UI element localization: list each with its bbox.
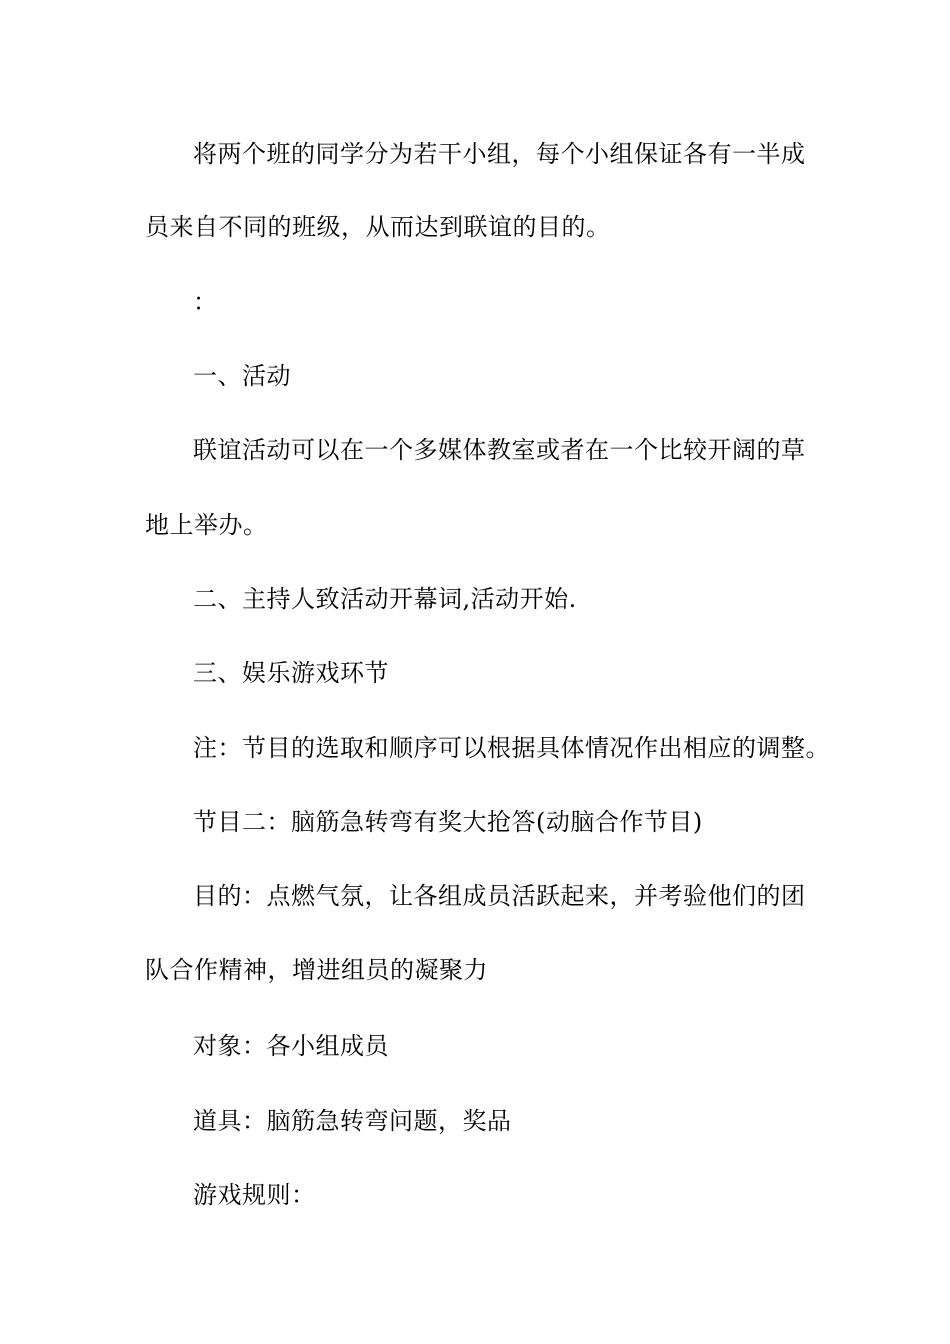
- colon-line: ：: [193, 288, 218, 316]
- section-heading-games: 三、娱乐游戏环节: [193, 659, 389, 687]
- program-title: 节目二：脑筋急转弯有奖大抢答(动脑合作节目): [193, 808, 703, 836]
- purpose-line-1: 目的：点燃气氛，让各组成员活跃起来，并考验他们的团: [193, 882, 806, 910]
- section-heading-activity: 一、活动: [193, 362, 291, 390]
- paragraph-venue-line-2: 地上举办。: [145, 511, 268, 539]
- props-line: 道具：脑筋急转弯问题，奖品: [193, 1107, 512, 1135]
- section-heading-opening: 二、主持人致活动开幕词,活动开始.: [193, 585, 577, 613]
- paragraph-grouping-line-1: 将两个班的同学分为若干小组，每个小组保证各有一半成: [193, 140, 806, 168]
- paragraph-grouping-line-2: 员来自不同的班级，从而达到联谊的目的。: [145, 213, 611, 241]
- purpose-line-2: 队合作精神，增进组员的凝聚力: [145, 956, 488, 984]
- note-line: 注：节目的选取和顺序可以根据具体情况作出相应的调整。: [193, 734, 830, 762]
- paragraph-venue-line-1: 联谊活动可以在一个多媒体教室或者在一个比较开阔的草: [193, 436, 806, 464]
- audience-line: 对象：各小组成员: [193, 1032, 389, 1060]
- rules-heading: 游戏规则：: [193, 1181, 316, 1209]
